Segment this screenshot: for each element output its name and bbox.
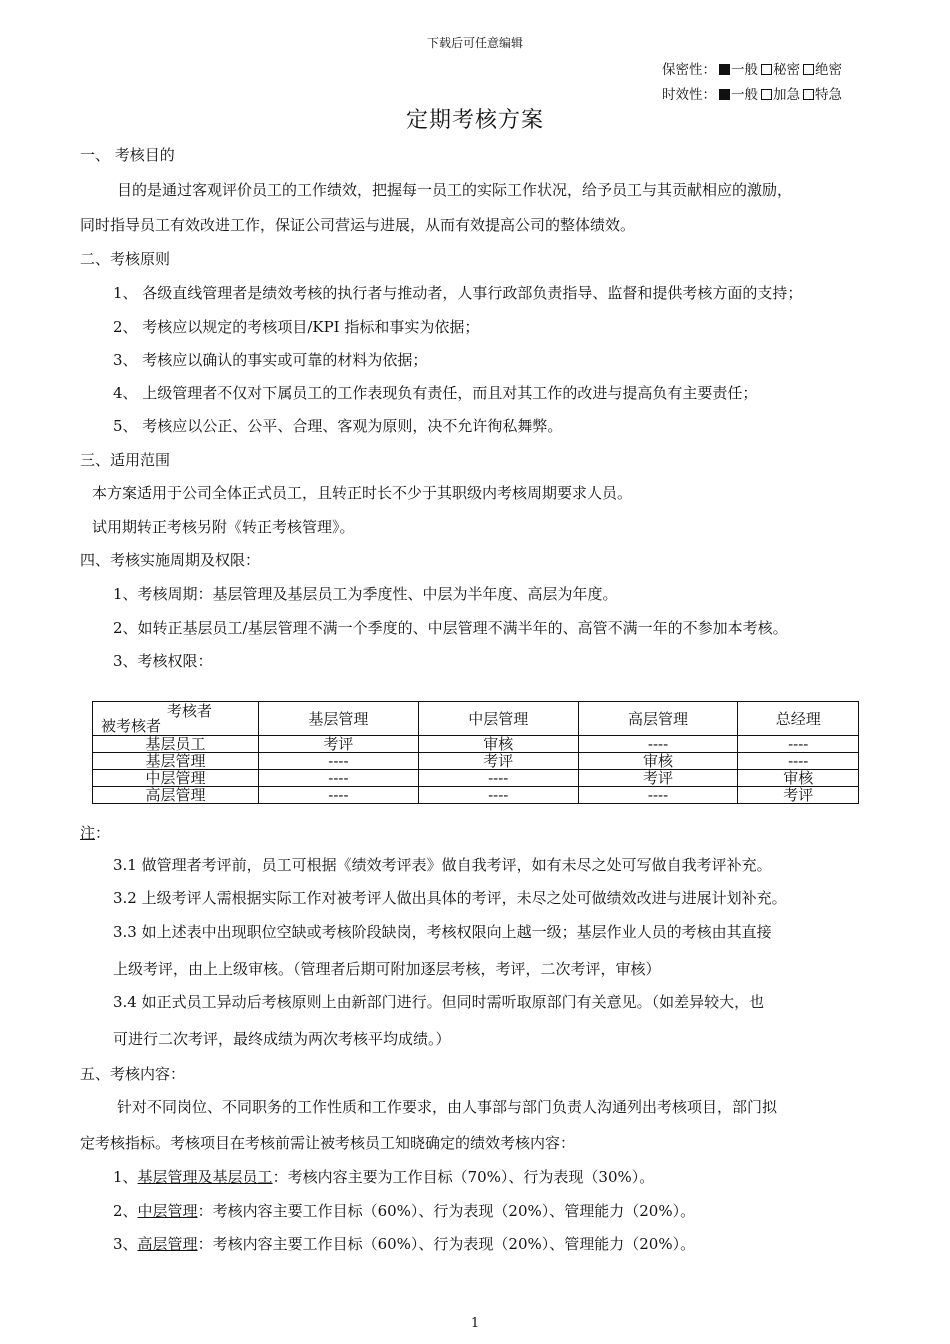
note-line: 3.3 如上述表中出现职位空缺或考核阶段缺岗，考核权限向上越一级；基层作业人员的考核由其直接 xyxy=(113,923,772,941)
note-line: 上级考评，由上上级审核。（管理者后期可附加逐层考核，考评，二次考评，审核） xyxy=(113,960,661,978)
table-cell: ---- xyxy=(418,787,578,804)
confidentiality-option: 一般 xyxy=(731,62,758,78)
checkbox-checked xyxy=(719,64,730,75)
table-cell: 考评 xyxy=(738,787,859,804)
list-item: 5、 考核应以公正、公平、合理、客观为原则，决不允许徇私舞弊。 xyxy=(113,417,563,435)
table-cell: ---- xyxy=(578,787,738,804)
item-label: 高层管理 xyxy=(137,1235,198,1253)
corner-label-bottom: 被考核者 xyxy=(101,717,162,735)
confidentiality-option: 秘密 xyxy=(773,62,800,78)
row-label: 基层管理 xyxy=(93,753,259,770)
section-heading: 二、考核原则 xyxy=(80,250,171,268)
header-note: 下载后可任意编辑 xyxy=(426,36,523,50)
item-label: 基层管理及基层员工 xyxy=(137,1168,273,1186)
note-line: 3.4 如正式员工异动后考核原则上由新部门进行。但同时需听取原部门有关意见。（如差异较大，也 xyxy=(113,993,765,1011)
document-title: 定期考核方案 xyxy=(405,108,544,133)
paragraph-line: 定考核指标。考核项目在考核前需让被考核员工知晓确定的绩效考核内容： xyxy=(80,1134,576,1152)
notes-heading xyxy=(80,823,110,843)
table-cell: ---- xyxy=(259,787,419,804)
column-header: 总经理 xyxy=(738,702,859,736)
section-heading: 一、 考核目的 xyxy=(80,146,175,164)
table-row xyxy=(93,787,859,804)
item-text: ：考核内容主要工作目标（60%）、行为表现（20%）、管理能力（20%）。 xyxy=(197,1202,696,1220)
notes-heading-colon: ： xyxy=(95,824,111,842)
column-header: 基层管理 xyxy=(259,702,419,736)
table-cell: 考评 xyxy=(578,770,738,787)
table-corner-cell xyxy=(93,702,259,736)
paragraph-line: 试用期转正考核另附《转正考核管理》。 xyxy=(92,518,355,536)
checkbox-checked xyxy=(719,89,730,100)
item-text: ：考核内容主要为工作目标（70%）、行为表现（30%）。 xyxy=(272,1168,655,1186)
table-cell: ---- xyxy=(418,770,578,787)
list-item xyxy=(113,1167,654,1187)
paragraph-line: 本方案适用于公司全体正式员工，且转正时长不少于其职级内考核周期要求人员。 xyxy=(92,484,633,502)
column-header: 高层管理 xyxy=(578,702,738,736)
row-label: 高层管理 xyxy=(93,787,259,804)
table-cell: 考评 xyxy=(418,753,578,770)
table-row xyxy=(93,770,859,787)
paragraph-line: 同时指导员工有效改进工作，保证公司营运与进展，从而有效提高公司的整体绩效。 xyxy=(80,216,636,234)
item-number: 2、 xyxy=(113,1202,138,1220)
timeliness-option: 特急 xyxy=(815,87,842,103)
timeliness-option: 加急 xyxy=(773,87,800,103)
table-cell: 审核 xyxy=(418,736,578,753)
timeliness-row xyxy=(662,83,842,103)
paragraph-line: 目的是通过客观评价员工的工作绩效，把握每一员工的实际工作状况，给予员工与其贡献相应的激励， xyxy=(117,181,793,199)
timeliness-option: 一般 xyxy=(731,87,758,103)
paragraph-line: 针对不同岗位、不同职务的工作性质和工作要求，由人事部与部门负责人沟通列出考核项目，部门拟 xyxy=(117,1098,778,1116)
notes-heading-text: 注 xyxy=(80,824,96,842)
item-number: 1、 xyxy=(113,1168,138,1186)
list-item: 2、 考核应以规定的考核项目/KPI 指标和事实为依据； xyxy=(113,318,480,336)
list-item xyxy=(113,1234,695,1254)
item-number: 3、 xyxy=(113,1235,138,1253)
item-text: ：考核内容主要工作目标（60%）、行为表现（20%）、管理能力（20%）。 xyxy=(197,1235,696,1253)
row-label: 基层员工 xyxy=(93,736,259,753)
list-item: 3、考核权限： xyxy=(113,652,213,670)
checkbox-unchecked xyxy=(803,89,814,100)
list-item xyxy=(113,1201,695,1221)
authority-table xyxy=(92,701,859,804)
table-cell: ---- xyxy=(738,753,859,770)
table-cell: 审核 xyxy=(738,770,859,787)
note-line: 3.2 上级考评人需根据实际工作对被考评人做出具体的考评，未尽之处可做绩效改进与进展计划补充。 xyxy=(113,889,787,907)
confidentiality-option: 绝密 xyxy=(815,62,842,78)
corner-label-top: 考核者 xyxy=(166,702,212,720)
column-header: 中层管理 xyxy=(418,702,578,736)
table-cell: ---- xyxy=(259,753,419,770)
item-label: 中层管理 xyxy=(137,1202,198,1220)
checkbox-unchecked xyxy=(803,64,814,75)
section-heading: 五、考核内容： xyxy=(80,1065,186,1083)
list-item: 1、考核周期：基层管理及基层员工为季度性、中层为半年度、高层为年度。 xyxy=(113,585,618,603)
confidentiality-label: 保密性： xyxy=(662,62,716,78)
table-cell: ---- xyxy=(259,770,419,787)
timeliness-label: 时效性： xyxy=(662,87,716,103)
list-item: 2、如转正基层员工/基层管理不满一个季度的、中层管理不满半年的、高管不满一年的不参加本考核。 xyxy=(113,619,788,637)
table-row xyxy=(93,753,859,770)
list-item: 4、 上级管理者不仅对下属员工的工作表现负有责任，而且对其工作的改进与提高负有主要责任； xyxy=(113,384,758,402)
section-heading: 三、适用范围 xyxy=(80,451,171,469)
list-item: 1、 各级直线管理者是绩效考核的执行者与推动者，人事行政部负责指导、监督和提供考核方面的支持； xyxy=(113,284,803,302)
row-label: 中层管理 xyxy=(93,770,259,787)
table-header-row xyxy=(93,702,859,736)
note-line: 3.1 做管理者考评前，员工可根据《绩效考评表》做自我考评，如有未尽之处可写做自我考评补充。 xyxy=(113,856,772,874)
note-line: 可进行二次考评，最终成绩为两次考核平均成绩。） xyxy=(113,1030,451,1048)
checkbox-unchecked xyxy=(761,64,772,75)
table-cell: 考评 xyxy=(259,736,419,753)
table-row xyxy=(93,736,859,753)
list-item: 3、 考核应以确认的事实或可靠的材料为依据； xyxy=(113,351,428,369)
table-cell: 审核 xyxy=(578,753,738,770)
checkbox-unchecked xyxy=(761,89,772,100)
table-cell: ---- xyxy=(738,736,859,753)
table-cell: ---- xyxy=(578,736,738,753)
confidentiality-row xyxy=(662,58,842,78)
section-heading: 四、考核实施周期及权限： xyxy=(80,551,261,569)
page-number: 1 xyxy=(470,1316,480,1331)
